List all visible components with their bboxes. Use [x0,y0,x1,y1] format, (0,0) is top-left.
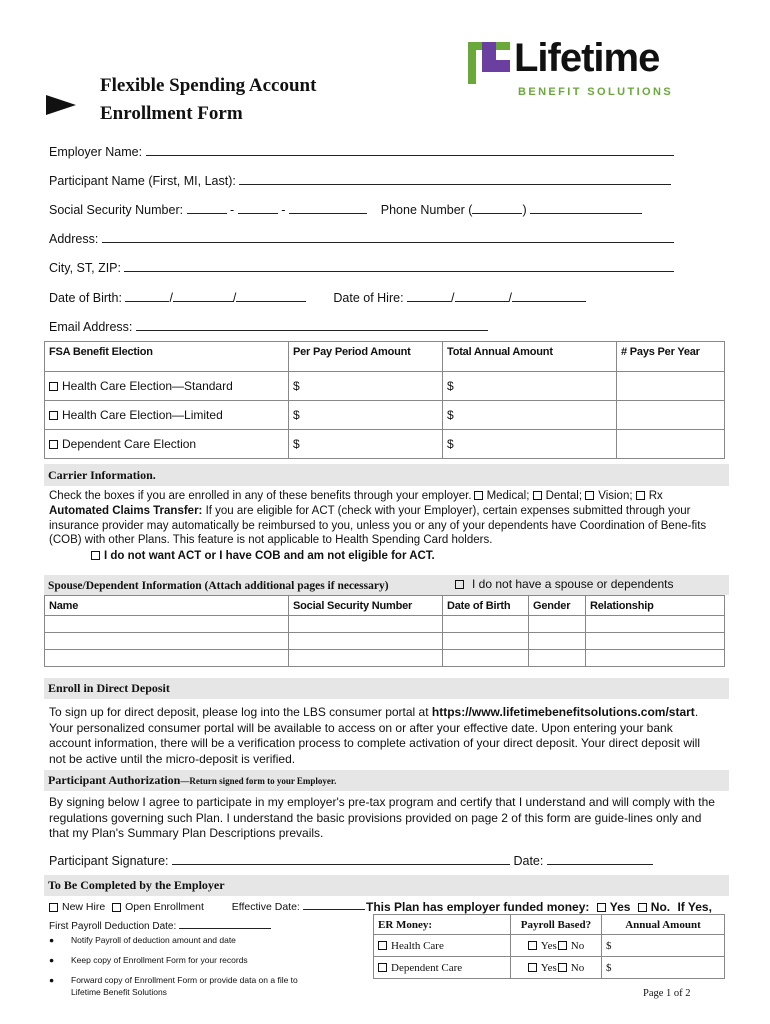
pays-cell[interactable] [617,401,725,430]
funded-no-checkbox[interactable] [638,903,647,912]
no-dependents-label: I do not have a spouse or dependents [472,577,674,591]
table-row[interactable] [45,650,725,667]
authorization-text: By signing below I agree to participate in my employer's pre-tax program and certify that I understand and will comply with the regulations governing such Plan. I understand the basic provisions provided on page 2 of this form are guide-lines only and that my Plan's Summary Plan Descriptions prevails. [49,795,715,840]
dob-month-field[interactable] [125,289,169,302]
bullet-text: Keep copy of Enrollment Form for your records [71,955,248,965]
signature-label: Participant Signature: [49,854,169,868]
annual-amount-cell[interactable]: $ [602,935,725,957]
dob-label: Date of Birth: [49,291,122,305]
address-label: Address: [49,232,99,246]
pays-cell[interactable] [617,430,725,459]
phone-label: Phone Number ( [380,203,473,217]
election-header-row [45,342,725,372]
act-text: If you are eligible for ACT (check with your Employer), certain expenses submitted through your insurance provider may automatically be reimbursed to you, unless you or any of your dependents have Coordination of Bene-fits (COB) with other Plans. This feature is not applicable to Health Spending Card holders. [49,505,707,546]
city-field[interactable] [124,259,674,272]
portal-link[interactable]: https://www.lifetimebenefitsolutions.com/start [431,705,695,719]
lifetime-logo [468,36,683,105]
er-money-table [373,914,725,979]
table-row [45,401,725,430]
election-label: Dependent Care Election [62,437,197,451]
new-hire-label: New Hire [62,901,106,913]
table-row [45,430,725,459]
annual-cell[interactable]: $ [443,372,617,401]
checkbox-icon[interactable] [49,440,58,449]
phone-number-field[interactable] [530,201,642,214]
open-enrollment-checkbox[interactable] [112,903,121,912]
ssn-phone-row [49,201,642,217]
funded-no-label: No. [650,900,671,914]
participant-name-field[interactable] [239,172,671,185]
election-label: Health Care Election—Limited [62,408,223,422]
checkbox-icon[interactable] [378,963,387,972]
er-health-care[interactable] [374,935,511,957]
no-label: No [570,961,585,974]
medical-label: Medical; [486,490,530,502]
dates-row [49,289,586,305]
date-slash: / [232,291,237,305]
funded-yes-label: Yes [609,900,631,914]
ssn-field-1[interactable] [187,201,227,214]
per-pay-cell[interactable]: $ [289,401,443,430]
col-per-pay: Per Pay Period Amount [289,342,443,372]
logo-tagline: BENEFIT SOLUTIONS [518,86,674,98]
payroll-based-cell [511,935,602,957]
effective-date-field[interactable] [303,899,365,910]
phone-paren: ) [522,203,527,217]
table-row [45,372,725,401]
election-label: Health Care Election—Standard [62,379,233,393]
if-yes-label: If Yes, [677,900,712,914]
funded-yes-checkbox[interactable] [597,903,606,912]
employer-name-field[interactable] [146,143,674,156]
yes-checkbox[interactable] [528,941,537,950]
deposit-paragraph [49,705,717,767]
per-pay-cell[interactable]: $ [289,372,443,401]
city-row [49,259,674,275]
table-row[interactable] [45,633,725,650]
vision-label: Vision; [598,490,633,502]
deposit-text-post: . Your personalized consumer portal will be available to access on or after your effective date. Upon entering your bank account information, there will be a verification process to complete activation of your direct deposit. Your direct deposit will not be active until the micro-deposit is verified. [49,705,700,766]
checkbox-icon[interactable] [49,411,58,420]
act-opt-out-label: I do not want ACT or I have COB and am not eligible for ACT. [104,550,435,562]
col-dob: Date of Birth [443,596,529,616]
table-row[interactable] [45,616,725,633]
list-item: ● Notify Payroll of deduction amount and date [49,935,236,945]
col-relationship: Relationship [586,596,725,616]
authorization-heading: Participant Authorization [48,773,181,787]
carrier-heading: Carrier Information. [44,464,729,486]
email-field[interactable] [136,318,488,331]
election-hc-limited[interactable] [45,401,289,430]
yes-checkbox[interactable] [528,963,537,972]
form-title-line1: Flexible Spending Account [100,75,317,96]
col-gender: Gender [529,596,586,616]
pays-cell[interactable] [617,372,725,401]
page-number: Page 1 of 2 [643,988,691,999]
yes-label: Yes [540,961,557,974]
col-er-money: ER Money: [374,915,511,935]
no-label: No [570,939,585,952]
employer-name-row [49,143,674,159]
no-dependents-option[interactable] [455,577,674,591]
ssn-dash: - [230,203,235,217]
bullet-text: Notify Payroll of deduction amount and date [71,935,236,945]
er-row-label: Health Care [391,939,444,952]
checkbox-icon[interactable] [378,941,387,950]
participant-name-row [49,172,671,188]
act-label: Automated Claims Transfer: [49,505,203,517]
signature-row [49,852,653,868]
participant-name-label: Participant Name (First, MI, Last): [49,174,236,188]
new-hire-checkbox[interactable] [49,903,58,912]
per-pay-cell[interactable]: $ [289,430,443,459]
funded-question: This Plan has employer funded money: [366,900,590,914]
doh-day-field[interactable] [455,289,509,302]
logo-mark-icon [468,42,510,84]
employer-name-label: Employer Name: [49,145,143,159]
table-row [374,957,725,979]
funded-question-row [366,900,712,914]
email-row [49,318,488,334]
checkbox-icon[interactable] [455,580,464,589]
signature-field[interactable] [172,852,510,865]
medical-checkbox[interactable] [474,491,483,500]
annual-cell[interactable]: $ [443,401,617,430]
doh-year-field[interactable] [512,289,586,302]
ssn-label: Social Security Number: [49,203,184,217]
signature-date-field[interactable] [547,852,653,865]
ssn-field-3[interactable] [289,201,367,214]
doh-label: Date of Hire: [333,291,404,305]
authorization-heading-band [44,770,729,791]
table-row [374,935,725,957]
col-annual-amount: Annual Amount [602,915,725,935]
first-payroll-row [49,918,271,932]
col-total-annual: Total Annual Amount [443,342,617,372]
list-item: ● Keep copy of Enrollment Form for your records [49,955,248,965]
phone-area-field[interactable] [472,201,522,214]
dental-checkbox[interactable] [533,491,542,500]
rx-label: Rx [648,490,663,502]
ssn-dash: - [281,203,286,217]
dental-label: Dental; [545,490,583,502]
employer-instructions [49,934,319,998]
payroll-based-cell [511,957,602,979]
er-row-label: Dependent Care [391,961,463,974]
carrier-instruction: Check the boxes if you are enrolled in any of these benefits through your employer. [49,490,472,502]
form-title-line2: Enrollment Form [100,103,243,124]
employer-heading: To Be Completed by the Employer [44,875,729,896]
list-item: ● Forward copy of Enrollment Form or provide data on a file to Lifetime Benefit Solutions [49,974,319,998]
doh-month-field[interactable] [407,289,451,302]
first-payroll-label: First Payroll Deduction Date: [49,921,177,932]
act-opt-out[interactable] [91,550,435,562]
checkbox-icon[interactable] [49,382,58,391]
yes-label: Yes [540,939,557,952]
logo-wordmark: Lifetime [514,36,660,80]
date-slash: / [169,291,173,305]
enrollment-type-row [49,899,365,913]
dependents-table [44,595,725,667]
dependents-header-row [45,596,725,616]
ssn-field-2[interactable] [238,201,278,214]
signature-date-label: Date: [513,854,544,868]
open-enrollment-label: Open Enrollment [125,901,204,913]
election-table [44,341,725,459]
col-name: Name [45,596,289,616]
annual-amount-cell[interactable]: $ [602,957,725,979]
address-field[interactable] [102,230,674,243]
act-paragraph [49,504,717,548]
deposit-text-pre: To sign up for direct deposit, please log into the LBS consumer portal at [49,705,432,719]
city-label: City, ST, ZIP: [49,261,121,275]
col-benefit-election: FSA Benefit Election [45,342,289,372]
first-payroll-field[interactable] [179,918,271,929]
arrow-pointer-icon [46,95,76,115]
vision-checkbox[interactable] [585,491,594,500]
election-hc-standard[interactable] [45,372,289,401]
er-header-row [374,915,725,935]
deposit-heading: Enroll in Direct Deposit [44,678,729,699]
address-row [49,230,674,246]
effective-date-label: Effective Date: [231,901,300,913]
election-dependent-care[interactable] [45,430,289,459]
no-checkbox[interactable] [558,941,567,950]
annual-cell[interactable]: $ [443,430,617,459]
er-dependent-care[interactable] [374,957,511,979]
no-checkbox[interactable] [558,963,567,972]
col-payroll-based: Payroll Based? [511,915,602,935]
authorization-subheading: —Return signed form to your Employer. [180,776,337,786]
date-slash: / [508,291,512,305]
spouse-heading: Spouse/Dependent Information (Attach additional pages if necessary) [48,580,389,592]
dob-day-field[interactable] [173,289,233,302]
email-label: Email Address: [49,320,133,334]
date-slash: / [451,291,455,305]
checkbox-icon[interactable] [91,551,100,560]
col-pays-per-year: # Pays Per Year [617,342,725,372]
carrier-check-line [49,489,717,504]
col-ssn: Social Security Number [289,596,443,616]
dob-year-field[interactable] [236,289,306,302]
rx-checkbox[interactable] [636,491,645,500]
bullet-text: Forward copy of Enrollment Form or provide data on a file to Lifetime Benefit Solutions [71,975,298,997]
